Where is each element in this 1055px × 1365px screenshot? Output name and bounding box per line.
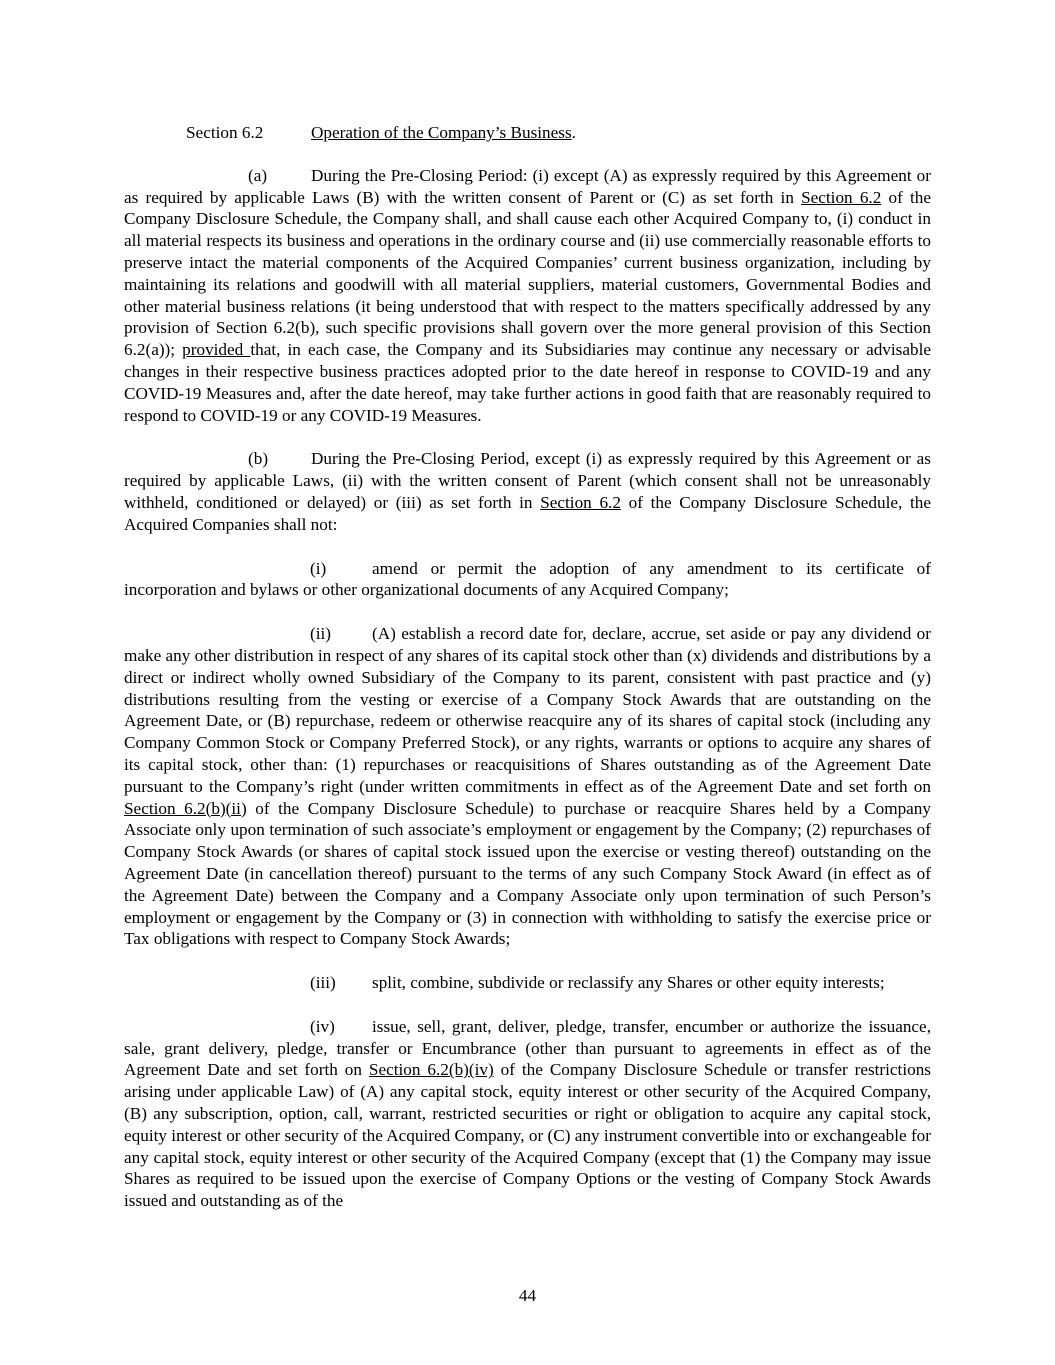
paragraph-a-label: (a) — [248, 165, 268, 185]
paragraph-a-text-1: During the Pre-Closing Period: (i) except (A) as expressly required by this Agreement or as required by applicable Laws (B) with the written consent of Parent or (C) as set forth in — [124, 165, 931, 207]
item-ii-text-2: of the Company Disclosure Schedule) to purchase or reacquire Shares held by a Company Associate only upon termination of such associate’s employment or engagement by the Company; (2) repurchases of Company Stock Awards (or shares of capital stock issued upon the exercise or vesting thereof) outstanding on the Agreement Date (in cancellation thereof) pursuant to the terms of any such Company Stock Award (in effect as of the Agreement Date) between the Company and a Company Associate only upon termination of such Person’s employment or engagement by the Company or (3) in connection with withholding to satisfy the exercise price or Tax obligations with respect to Company Stock Awards; — [124, 798, 931, 949]
item-ii-text-1: (A) establish a record date for, declare, accrue, set aside or pay any dividend or make any other distribution in respect of any shares of its capital stock other than (x) dividends and distributions by a direct or indirect wholly owned Subsidiary of the Company to its parent, consistent with past practice and (y) distributions resulting from the vesting or exercise of a Company Stock Awards that are outstanding on the Agreement Date, or (B) repurchase, redeem or otherwise reacquire any of its shares of capital stock (including any Company Common Stock or Company Preferred Stock), or any rights, warrants or options to acquire any shares of its capital stock, other than: (1) repurchases or reacquisitions of Shares outstanding as of the Agreement Date pursuant to the Company’s right (under written commitments in effect as of the Agreement Date and set forth on — [124, 624, 931, 796]
item-iv-label: (iv) — [310, 1016, 335, 1036]
paragraph-a-text-3: that, in each case, the Company and its Subsidiaries may continue any necessary or advisable changes in their respective business practices adopted prior to the date hereof in response to COVID-19 and any COVID-19 Measures and, after the date hereof, may take further actions in good faith that are reasonably required to respond to COVID-19 or any COVID-19 Measures. — [124, 340, 931, 425]
item-i-label: (i) — [310, 558, 327, 578]
item-iii-label: (iii) — [310, 973, 336, 993]
item-ii — [124, 623, 931, 950]
item-iv — [124, 1016, 931, 1212]
section-6-2-b-iv-reference: Section 6.2(b)(iv) — [368, 1060, 494, 1080]
section-6-2-reference: Section 6.2 — [540, 492, 621, 512]
section-heading — [124, 122, 931, 144]
section-6-2-reference: Section 6.2 — [801, 187, 882, 207]
item-iv-text-1: issue, sell, grant, deliver, pledge, transfer, encumber or authorize the issuance, sale, grant delivery, pledge, transfer or Encumbrance (other than pursuant to agreements in effect as of the Agreement Date and set forth on — [124, 1016, 931, 1080]
item-i-text: amend or permit the adoption of any amendment to its certificate of incorporation and bylaws or other organizational documents of any Acquired Company; — [124, 558, 931, 600]
document-page — [124, 122, 931, 1234]
section-title-period: . — [571, 123, 576, 142]
provided-term: provided — [182, 340, 251, 360]
paragraph-b — [124, 448, 931, 535]
section-number: Section 6.2 — [186, 123, 264, 142]
paragraph-b-label: (b) — [248, 449, 269, 469]
paragraph-a-text-2: of the Company Disclosure Schedule, the Company shall, and shall cause each other Acquired Company to, (i) conduct in all material respects its business and operations in the ordinary course and (ii) use commercially reasonable efforts to preserve intact the material components of the Acquired Companies’ current business organization, including by maintaining its relations and goodwill with all material suppliers, material customers, Governmental Bodies and other material business relations (it being understood that with respect to the matters specifically addressed by any provision of Section 6.2(b), such specific provisions shall govern over the more general provision of this Section 6.2(a)); — [124, 187, 931, 360]
item-i — [124, 558, 931, 602]
paragraph-b-text-1: During the Pre-Closing Period, except (i) as expressly required by this Agreement or as required by applicable Laws, (ii) with the written consent of Parent (which consent shall not be unreasonably withheld, conditioned or delayed) or (iii) as set forth in — [124, 449, 931, 512]
paragraph-b-text-2: of the Company Disclosure Schedule, the Acquired Companies shall not: — [124, 492, 931, 534]
item-iv-text-2: of the Company Disclosure Schedule or transfer restrictions arising under applicable Law) of (A) any capital stock, equity interest or other security of the Acquired Company, (B) any subscription, option, call, warrant, restricted securities or right or obligation to acquire any capital stock, equity interest or other security of the Acquired Company, or (C) any instrument convertible into or exchangeable for any capital stock, equity interest or other security of the Acquired Company (except that (1) the Company may issue Shares as required to be issued upon the exercise of Company Options or the vesting of Company Stock Awards issued and outstanding as of the — [124, 1060, 931, 1211]
item-iii-text: split, combine, subdivide or reclassify any Shares or other equity interests; — [372, 973, 885, 993]
item-iii — [124, 972, 931, 994]
paragraph-a — [124, 165, 931, 427]
section-title: Operation of the Company’s Business — [311, 123, 572, 142]
page-number: 44 — [518, 1286, 537, 1305]
item-ii-label: (ii) — [310, 624, 331, 644]
section-6-2-b-ii-reference: Section 6.2(b)(ii) — [124, 798, 247, 818]
